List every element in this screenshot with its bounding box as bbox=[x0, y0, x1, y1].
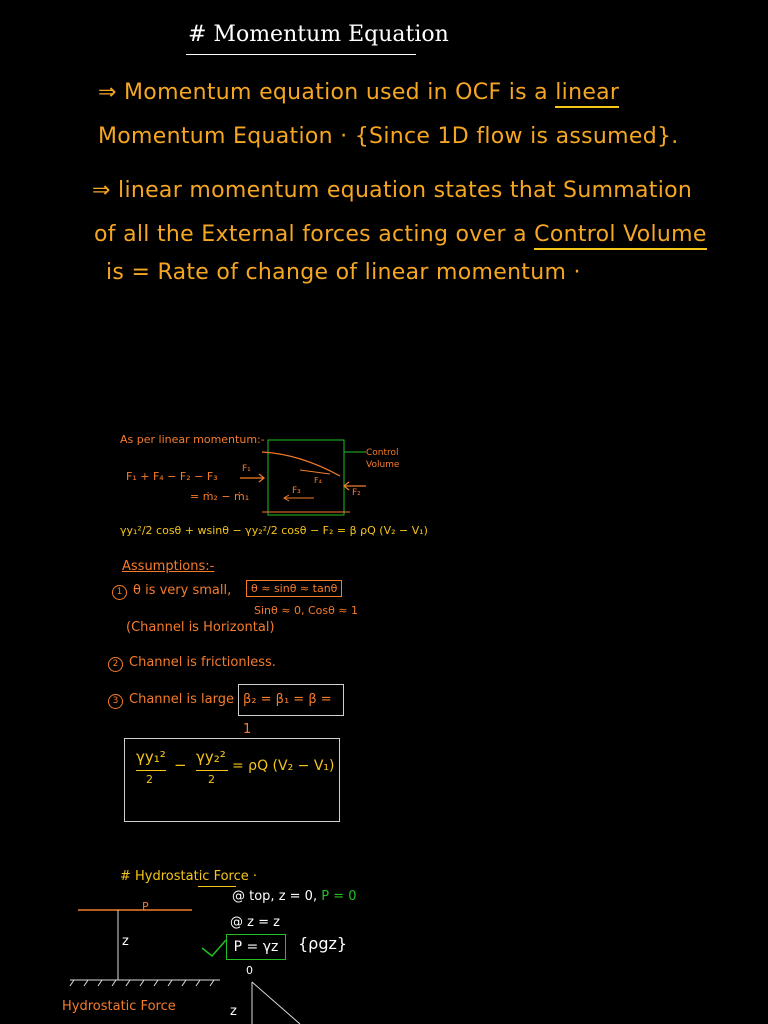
equation-forces: F₁ + F₄ − F₂ − F₃ bbox=[126, 470, 218, 483]
check-mark-icon bbox=[202, 940, 226, 956]
final-eq-term1: γy₁² bbox=[136, 748, 166, 766]
equation-full: γy₁²/2 cosθ + wsinθ − γy₂²/2 cosθ − F₂ = β ρQ (V₂ − V₁) bbox=[120, 524, 428, 537]
final-eq-den2: 2 bbox=[208, 773, 215, 786]
page-title: # Momentum Equation bbox=[188, 22, 449, 47]
hydrostatic-force-footer: Hydrostatic Force bbox=[62, 999, 176, 1014]
depth-z-label: z bbox=[122, 934, 129, 949]
top-condition bbox=[232, 889, 357, 904]
assumption-2-text: Channel is frictionless. bbox=[129, 655, 276, 670]
note-line-3: ⇒ linear momentum equation states that Summation bbox=[92, 178, 693, 203]
top-condition-text: @ top, z = 0, bbox=[232, 889, 318, 904]
control-volume-box bbox=[268, 440, 344, 515]
note-line-1-text: ⇒ Momentum equation used in OCF is a bbox=[98, 80, 556, 105]
final-eq-minus: − bbox=[174, 756, 187, 774]
pressure-diagonal bbox=[252, 982, 300, 1024]
note-line-4-underlined: Control Volume bbox=[534, 222, 707, 250]
f4-label: F₄ bbox=[314, 476, 322, 485]
f2-label: F₂ bbox=[352, 488, 361, 498]
assumption-3-number: 3 bbox=[108, 694, 123, 709]
final-eq-term2: γy₂² bbox=[196, 748, 226, 766]
water-surface-curve bbox=[262, 452, 340, 476]
top-condition-pressure: P = 0 bbox=[321, 889, 357, 904]
final-eq-bar2 bbox=[196, 770, 228, 771]
note-line-2: Momentum Equation · {Since 1D flow is assumed}. bbox=[98, 124, 679, 149]
control-volume-label: Control Volume bbox=[366, 448, 400, 470]
ground-hatching bbox=[70, 980, 214, 986]
depth-z-label-2: z bbox=[230, 1004, 237, 1019]
assumption-1-sub: Sinθ ≈ 0, Cosθ ≈ 1 bbox=[254, 604, 359, 617]
f1-label: F₁ bbox=[242, 464, 251, 474]
final-eq-bar1 bbox=[136, 770, 166, 771]
assumption-1-number: 1 bbox=[112, 585, 127, 600]
f4-arrow bbox=[300, 470, 330, 474]
equation-momentum: = ṁ₂ − ṁ₁ bbox=[190, 490, 250, 503]
zero-label: 0 bbox=[246, 964, 253, 977]
hydrostatic-title: # Hydrostatic Force · bbox=[120, 869, 258, 884]
pressure-formula-box: P = γz bbox=[226, 934, 286, 960]
surface-mark: P bbox=[142, 900, 149, 913]
assumption-1 bbox=[112, 583, 231, 600]
final-eq-den1: 2 bbox=[146, 773, 153, 786]
assumption-3-text: Channel is large bbox=[129, 692, 234, 707]
note-line-4-text: of all the External forces acting over a bbox=[94, 222, 535, 247]
assumption-2 bbox=[108, 655, 276, 672]
assumption-1-box: θ ≈ sinθ ≈ tanθ bbox=[246, 580, 342, 597]
hydrostatic-title-underline bbox=[198, 886, 236, 887]
assumption-2-number: 2 bbox=[108, 657, 123, 672]
note-line-1-underlined: linear bbox=[555, 80, 619, 108]
assumption-1-channel: (Channel is Horizontal) bbox=[126, 620, 275, 635]
assumptions-title: Assumptions:- bbox=[122, 559, 215, 574]
f3-label: F₃ bbox=[292, 486, 301, 496]
as-per-label: As per linear momentum:- bbox=[120, 433, 265, 446]
pressure-formula-alt: {ρgz} bbox=[298, 934, 348, 953]
final-eq-rhs: = ρQ (V₂ − V₁) bbox=[232, 758, 335, 774]
assumption-1-text: θ is very small, bbox=[133, 583, 232, 598]
note-line-5: is = Rate of change of linear momentum · bbox=[106, 260, 581, 285]
depth-condition: @ z = z bbox=[230, 915, 280, 930]
assumption-3 bbox=[108, 692, 234, 709]
assumption-3-box: β₂ = β₁ = β = 1 bbox=[238, 684, 344, 716]
